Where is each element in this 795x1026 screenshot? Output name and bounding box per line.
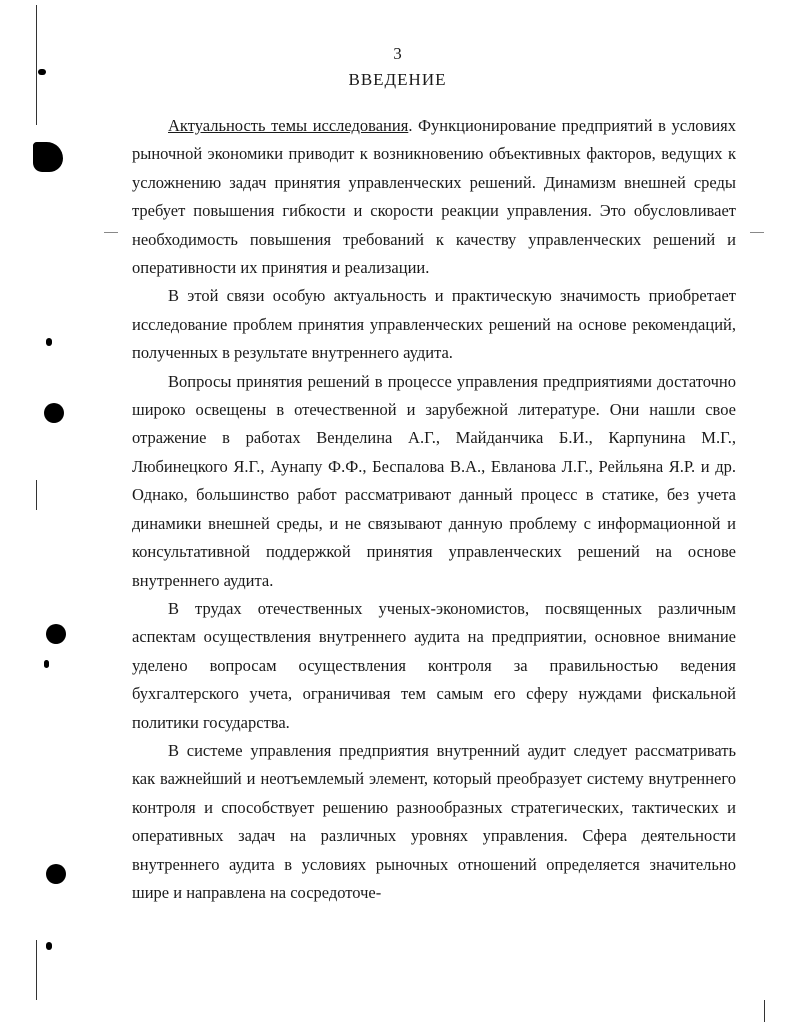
paragraph: В трудах отечественных ученых-экономистов, посвященных различным аспектам осуществления внутреннего аудита на предприятии, основное внимание уделено вопросам осуществления контроля за правильностью ведения бухгалтерского учета, ограничивая тем самым его сферу нуждами фискальной политики государства.: [132, 598, 736, 732]
page-number: 3: [393, 44, 402, 63]
paragraph-lead-underlined: Актуальность темы исследования: [168, 116, 409, 135]
paragraph-text: . Функционирование предприятий в условиях рыночной экономики приводит к возникновению объективных факторов, ведущих к усложнению задач принятия управленческих решений. Динамизм внешней среды требует повышения гибкости и скорости реакции управления. Это обусловливает необходимость повышения требований к качеству управленческих решений и оперативности их принятия и реализации.: [132, 116, 737, 278]
punch-hole: [46, 624, 66, 644]
body-text: [132, 112, 736, 907]
scan-dash: [104, 232, 118, 233]
scan-speck: [44, 660, 49, 668]
paragraph: [132, 112, 736, 282]
scan-blot: [33, 142, 63, 172]
punch-hole: [44, 403, 64, 423]
binding-edge-line: [36, 5, 37, 125]
punch-hole: [46, 864, 66, 884]
section-title: ВВЕДЕНИЕ: [348, 70, 447, 89]
scan-speck: [46, 338, 52, 346]
scan-dash: [750, 232, 764, 233]
paragraph: Вопросы принятия решений в процессе управления предприятиями достаточно широко освещены в отечественной и зарубежной литературе. Они нашли свое отражение в работах Венделина А.Г., Майданчика Б.И., Карпунина М.Г., Любинецкого Я.Г., Аунапу Ф.Ф., Беспалова В.А., Евланова Л.Г., Рейльяна Я.Р. и др. Однако, большинство работ рассматривают данный процесс в статике, без учета динамики внешней среды, и не связывают данную проблему с информационной и консультативной поддержкой принятия управленческих решений на основе внутреннего аудита.: [132, 371, 736, 590]
binding-edge-line: [36, 940, 37, 1000]
binding-edge-line: [36, 480, 37, 510]
paragraph: В системе управления предприятия внутренний аудит следует рассматривать как важнейший и неотъемлемый элемент, который преобразует систему внутреннего контроля и способствует решению разнообразных стратегических, тактических и оперативных задач на различных уровнях управления. Сфера деятельности внутреннего аудита в условиях рыночных отношений определяется значительно шире и направлена на сосредоточе-: [132, 740, 736, 902]
scan-speck: [46, 942, 52, 950]
scan-corner-mark: [764, 1000, 765, 1022]
paragraph: В этой связи особую актуальность и практическую значимость приобретает исследование проблем принятия управленческих решений на основе рекомендаций, полученных в результате внутреннего аудита.: [132, 286, 736, 363]
